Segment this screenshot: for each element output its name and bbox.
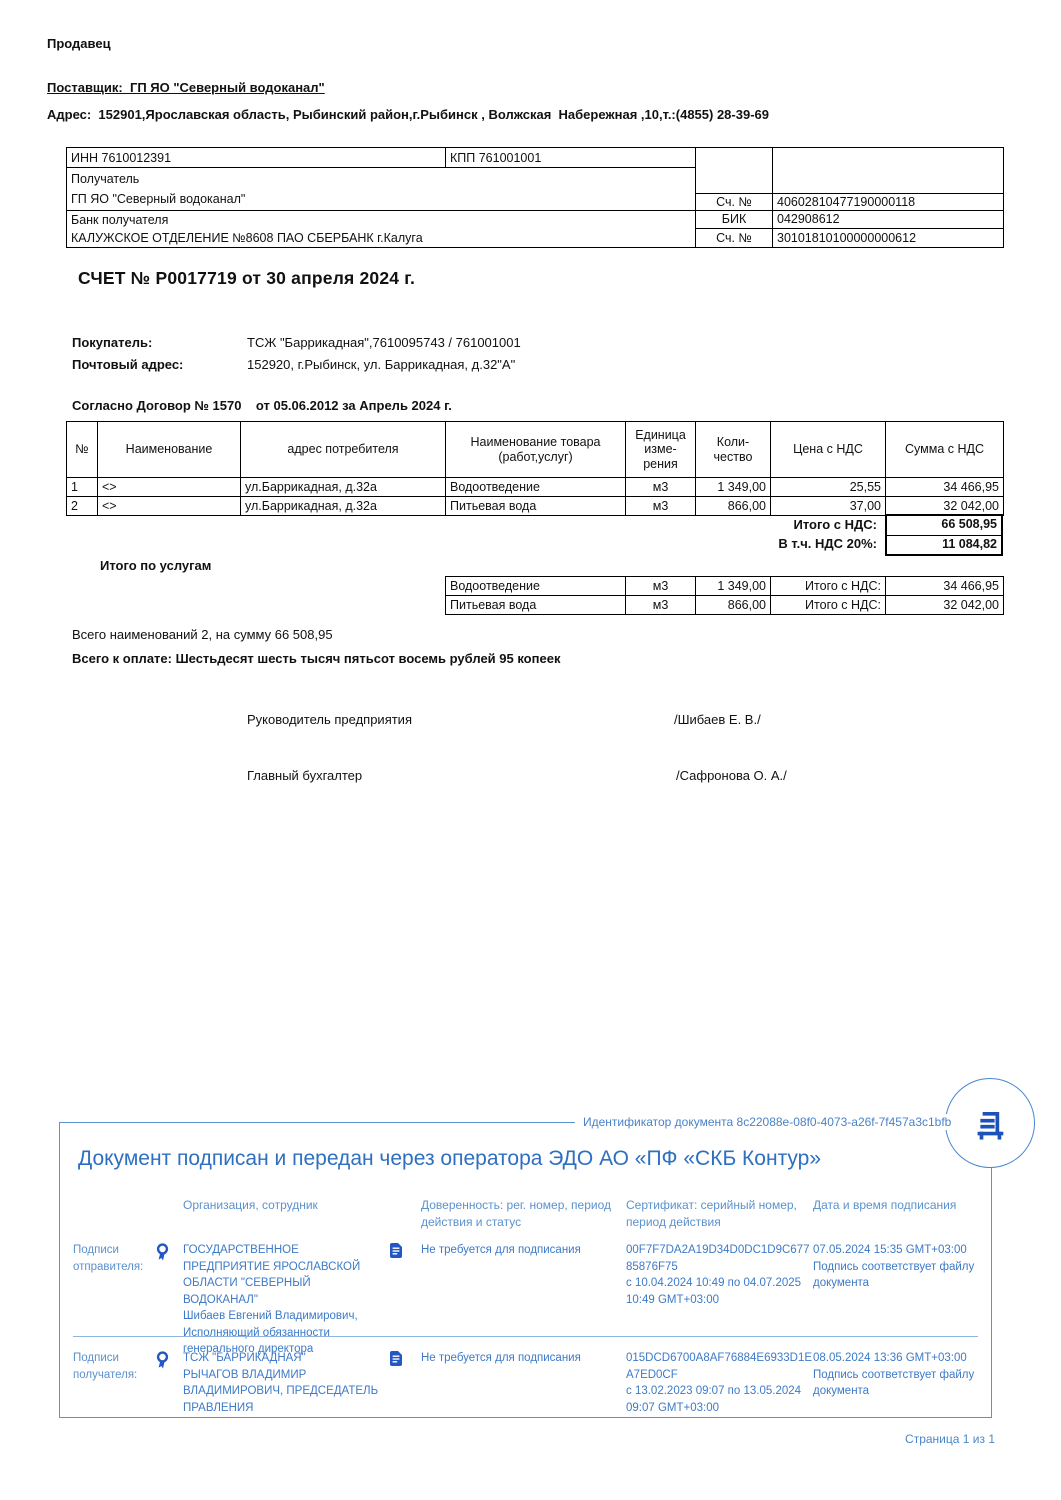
account-value-1: 40602810477190000118 bbox=[773, 194, 1004, 211]
sender-person: Шибаев Евгений Владимирович, Исполняющий обязанности генерального директора bbox=[183, 1310, 358, 1355]
sender-organization bbox=[183, 1242, 383, 1358]
receiver-person: РЫЧАГОВ ВЛАДИМИР ВЛАДИМИРОВИЧ, ПРЕДСЕДАТЕЛЬ ПРАВЛЕНИЯ bbox=[183, 1368, 379, 1414]
col-header-product: Наименование товара (работ,услуг) bbox=[446, 422, 626, 478]
vat-included-value: 11 084,82 bbox=[887, 535, 1001, 554]
bank-cell bbox=[67, 211, 696, 248]
receiver-org-name: ТСЖ "БАРРИКАДНАЯ" bbox=[183, 1352, 306, 1364]
bank-label: Банк получателя bbox=[71, 213, 169, 227]
row-address: ул.Баррикадная, д.32а bbox=[241, 478, 446, 497]
row-qty: 1 349,00 bbox=[696, 478, 771, 497]
row-num: 1 bbox=[67, 478, 98, 497]
supplier-address-line: Адрес: 152901,Ярославская область, Рыбинский район,г.Рыбинск , Волжская Набережная ,10,т.:(4855) 28-39-69 bbox=[47, 107, 769, 122]
document-icon bbox=[389, 1242, 403, 1264]
sender-signed-datetime: 07.05.2024 15:35 GMT+03:00 bbox=[813, 1244, 967, 1256]
receiver-signed-datetime: 08.05.2024 13:36 GMT+03:00 bbox=[813, 1352, 967, 1364]
amount-in-words-line: Всего к оплате: Шестьдесят шесть тысяч пятьсот восемь рублей 95 копеек bbox=[72, 651, 561, 666]
sender-cert-period: с 10.04.2024 10:49 по 04.07.2025 10:49 GMT+03:00 bbox=[626, 1277, 802, 1306]
service-total-value: 32 042,00 bbox=[886, 596, 1004, 615]
row-price: 37,00 bbox=[771, 497, 886, 516]
table-row bbox=[446, 596, 1004, 615]
service-name: Питьевая вода bbox=[446, 596, 626, 615]
receiver-cert-period: с 13.02.2023 09:07 по 13.05.2024 09:07 GMT+03:00 bbox=[626, 1385, 802, 1414]
document-icon bbox=[389, 1350, 403, 1372]
col-header-unit: Единица изме-рения bbox=[626, 422, 696, 478]
service-total-label: Итого с НДС: bbox=[771, 596, 886, 615]
director-name: /Шибаев Е. В./ bbox=[674, 712, 761, 727]
items-table bbox=[66, 421, 1004, 516]
edo-header-signed-at: Дата и время подписания bbox=[813, 1198, 957, 1212]
edo-header-certificate: Сертификат: серийный номер, период действия bbox=[626, 1198, 797, 1229]
row-name: <> bbox=[98, 478, 241, 497]
page-number: Страница 1 из 1 bbox=[905, 1432, 995, 1446]
sender-side-label: Подписи отправителя: bbox=[73, 1244, 144, 1273]
service-unit: м3 bbox=[626, 596, 696, 615]
vat-included-label: В т.ч. НДС 20%: bbox=[778, 536, 877, 551]
sender-signed-note: Подпись соответствует файлу документа bbox=[813, 1260, 975, 1289]
service-qty: 866,00 bbox=[696, 596, 771, 615]
buyer-label: Покупатель: bbox=[72, 335, 153, 350]
sender-cert-serial: 00F7F7DA2A19D34D0DC1D9C67785876F75 bbox=[626, 1244, 810, 1273]
accountant-name: /Сафронова О. А./ bbox=[676, 768, 787, 783]
postal-value: 152920, г.Рыбинск, ул. Баррикадная, д.32"А" bbox=[247, 357, 516, 372]
row-unit: м3 bbox=[626, 497, 696, 516]
sender-poa: Не требуется для подписания bbox=[421, 1244, 581, 1256]
row-name: <> bbox=[98, 497, 241, 516]
col-header-price: Цена с НДС bbox=[771, 422, 886, 478]
edo-document-id: Идентификатор документа 8c22088e-08f0-4073-a26f-7f457a3c1bfb bbox=[575, 1114, 959, 1130]
table-row bbox=[67, 478, 1004, 497]
col-header-num: № bbox=[67, 422, 98, 478]
receiver-certificate bbox=[626, 1350, 814, 1416]
table-row bbox=[446, 577, 1004, 596]
row-num: 2 bbox=[67, 497, 98, 516]
postal-label: Почтовый адрес: bbox=[72, 357, 184, 372]
receiver-organization bbox=[183, 1350, 383, 1416]
services-summary-title: Итого по услугам bbox=[100, 558, 212, 573]
total-with-vat-value: 66 508,95 bbox=[941, 517, 997, 531]
col-header-sum: Сумма с НДС bbox=[886, 422, 1004, 478]
totals-value-box bbox=[885, 514, 1003, 556]
empty-label-cell bbox=[696, 148, 773, 194]
invoice-title: СЧЕТ № Р0017719 от 30 апреля 2024 г. bbox=[78, 268, 416, 288]
account-label-1: Сч. № bbox=[696, 194, 773, 211]
service-qty: 1 349,00 bbox=[696, 577, 771, 596]
receiver-signed-note: Подпись соответствует файлу документа bbox=[813, 1368, 975, 1397]
total-with-vat-label: Итого с НДС: bbox=[793, 517, 877, 532]
table-row bbox=[67, 497, 1004, 516]
supplier-line: Поставщик: ГП ЯО "Северный водоканал" bbox=[47, 80, 325, 95]
empty-value-cell bbox=[773, 148, 1004, 194]
edo-header-poa: Доверенность: рег. номер, период действия и статус bbox=[421, 1198, 611, 1229]
service-name: Водоотведение bbox=[446, 577, 626, 596]
row-price: 25,55 bbox=[771, 478, 886, 497]
edo-title: Документ подписан и передан через оператора ЭДО АО «ПФ «СКБ Контур» bbox=[78, 1147, 822, 1170]
seller-section-label: Продавец bbox=[47, 36, 111, 51]
seal-icon bbox=[154, 1350, 171, 1375]
bank-details-table bbox=[66, 147, 1004, 248]
buyer-value: ТСЖ "Баррикадная",7610095743 / 761001001 bbox=[247, 335, 521, 350]
contract-line: Согласно Договор № 1570 от 05.06.2012 за Апрель 2024 г. bbox=[72, 398, 452, 413]
sender-org-name: ГОСУДАРСТВЕННОЕ ПРЕДПРИЯТИЕ ЯРОСЛАВСКОЙ ОБЛАСТИ "СЕВЕРНЫЙ ВОДОКАНАЛ" bbox=[183, 1244, 361, 1306]
receiver-poa: Не требуется для подписания bbox=[421, 1352, 581, 1364]
accountant-label: Главный бухгалтер bbox=[247, 768, 363, 783]
service-total-value: 34 466,95 bbox=[886, 577, 1004, 596]
edo-signature-panel bbox=[59, 1122, 992, 1418]
service-unit: м3 bbox=[626, 577, 696, 596]
inn-cell: ИНН 7610012391 bbox=[67, 148, 446, 168]
edo-rows-divider bbox=[73, 1336, 978, 1337]
receiver-cert-serial: 015DCD6700A8AF76884E6933D1EA7ED0CF bbox=[626, 1352, 813, 1381]
account-label-2: Сч. № bbox=[696, 228, 773, 247]
items-count-line: Всего наименований 2, на сумму 66 508,95 bbox=[72, 627, 333, 642]
recipient-cell bbox=[67, 168, 696, 211]
account-value-2: 30101810100000000612 bbox=[773, 228, 1004, 247]
sender-certificate bbox=[626, 1242, 814, 1308]
col-header-name: Наименование bbox=[98, 422, 241, 478]
edo-header-organization: Организация, сотрудник bbox=[183, 1198, 318, 1212]
bik-label: БИК bbox=[696, 211, 773, 229]
services-summary-table bbox=[445, 576, 1004, 615]
service-total-label: Итого с НДС: bbox=[771, 577, 886, 596]
bank-name: КАЛУЖСКОЕ ОТДЕЛЕНИЕ №8608 ПАО СБЕРБАНК г.Калуга bbox=[71, 230, 423, 245]
col-header-address: адрес потребителя bbox=[241, 422, 446, 478]
receiver-signed-at bbox=[813, 1350, 985, 1400]
kpp-cell: КПП 761001001 bbox=[446, 148, 696, 168]
receiver-side-label: Подписи получателя: bbox=[73, 1352, 138, 1381]
sender-signed-at bbox=[813, 1242, 985, 1292]
seal-icon bbox=[154, 1242, 171, 1267]
row-address: ул.Баррикадная, д.32а bbox=[241, 497, 446, 516]
director-label: Руководитель предприятия bbox=[247, 712, 412, 727]
row-product: Питьевая вода bbox=[446, 497, 626, 516]
row-qty: 866,00 bbox=[696, 497, 771, 516]
row-unit: м3 bbox=[626, 478, 696, 497]
col-header-qty: Коли-чество bbox=[696, 422, 771, 478]
row-product: Водоотведение bbox=[446, 478, 626, 497]
recipient-name: ГП ЯО "Северный водоканал" bbox=[71, 192, 246, 206]
recipient-label: Получатель bbox=[71, 172, 140, 186]
row-sum: 34 466,95 bbox=[886, 478, 1004, 497]
bik-value: 042908612 bbox=[773, 211, 1004, 229]
row-sum: 32 042,00 bbox=[886, 497, 1004, 516]
